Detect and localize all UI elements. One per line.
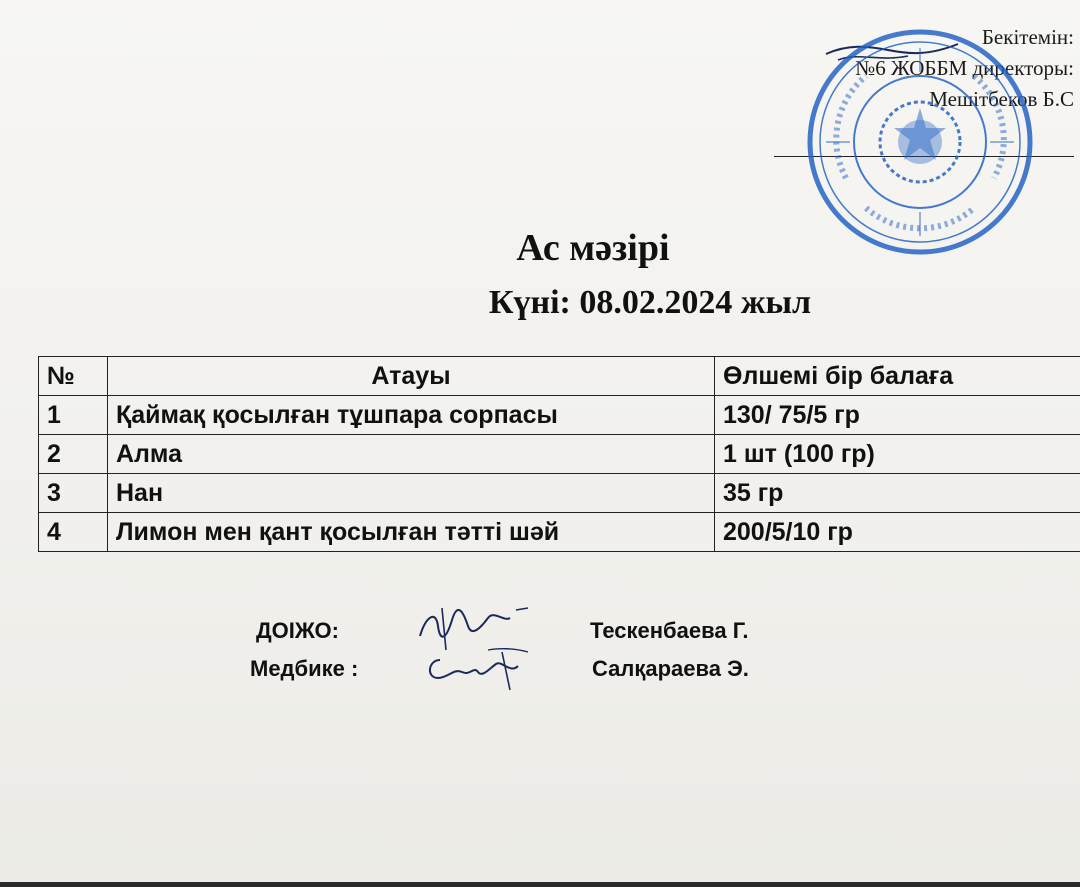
row-number: 3 bbox=[39, 474, 108, 513]
approval-position: №6 ЖОББМ директоры: bbox=[855, 56, 1074, 80]
column-header-name: Атауы bbox=[108, 357, 715, 396]
row-dish-name: Алма bbox=[108, 435, 715, 474]
document-date: Күні: 08.02.2024 жыл bbox=[488, 284, 812, 321]
row-number: 4 bbox=[39, 513, 108, 552]
signature-role-doizho: ДОІЖО: bbox=[256, 618, 339, 643]
table-row bbox=[39, 474, 1080, 513]
table-header-row bbox=[39, 357, 1080, 396]
signature-name-teskenbaeva: Тескенбаева Г. bbox=[590, 618, 749, 643]
row-amount: 35 гр bbox=[715, 474, 1080, 513]
row-dish-name: Нан bbox=[108, 474, 715, 513]
menu-table bbox=[38, 356, 1080, 552]
page-title: Ас мәзірі bbox=[516, 227, 670, 269]
signature-role-nurse: Медбике : bbox=[250, 656, 359, 681]
row-number: 2 bbox=[39, 435, 108, 474]
signature-name-salkaraeva: Салқараева Э. bbox=[592, 656, 749, 681]
row-amount: 200/5/10 гр bbox=[715, 513, 1080, 552]
approval-heading: Бекітемін: bbox=[981, 25, 1074, 49]
row-dish-name: Қаймақ қосылған тұшпара сорпасы bbox=[108, 396, 715, 435]
column-header-amount: Өлшемі бір балаға bbox=[715, 357, 1080, 396]
table-row bbox=[39, 513, 1080, 552]
row-number: 1 bbox=[39, 396, 108, 435]
page-bottom-edge bbox=[0, 882, 1080, 887]
nurse-signature-icon bbox=[418, 638, 548, 694]
official-round-stamp-icon bbox=[806, 28, 1034, 256]
table-row bbox=[39, 435, 1080, 474]
row-amount: 130/ 75/5 гр bbox=[715, 396, 1080, 435]
approval-director-name: Мешітбеков Б.С bbox=[929, 87, 1074, 111]
column-header-number: № bbox=[39, 357, 108, 396]
table-row bbox=[39, 396, 1080, 435]
row-dish-name: Лимон мен қант қосылған тәтті шәй bbox=[108, 513, 715, 552]
row-amount: 1 шт (100 гр) bbox=[715, 435, 1080, 474]
